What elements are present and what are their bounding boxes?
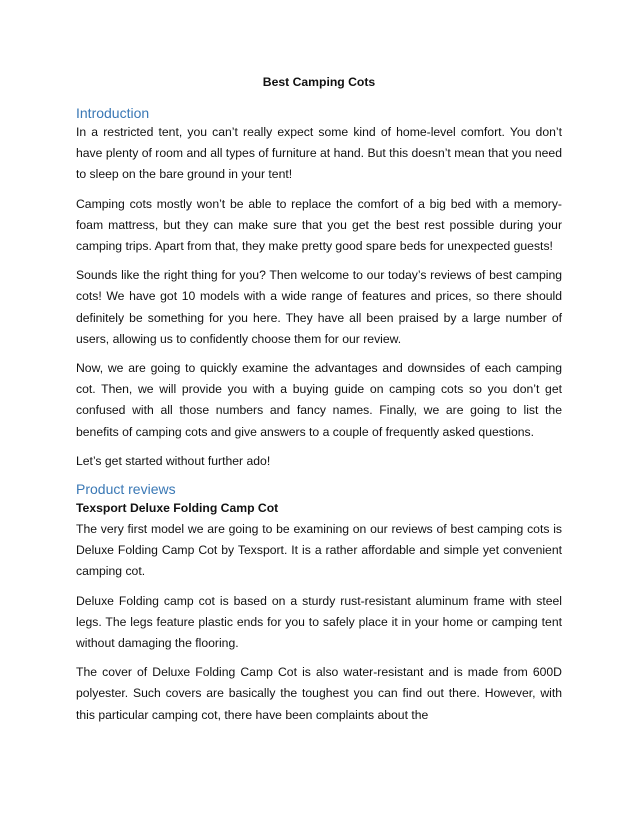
paragraph: The very first model we are going to be examining on our reviews of best camping cots is Deluxe Folding Camp Cot by Texsport. It is a rather affordable and simple yet convenient camping cot. — [76, 522, 562, 579]
section-introduction — [76, 104, 562, 472]
paragraph: In a restricted tent, you can’t really expect some kind of home-level comfort. You don’t have plenty of room and all types of furniture at hand. But this doesn’t mean that you need to sleep on the bare ground in your tent! — [76, 125, 562, 182]
section-heading-product-reviews: Product reviews — [76, 481, 176, 498]
section-heading-introduction: Introduction — [76, 105, 150, 121]
paragraph: Camping cots mostly won’t be able to replace the comfort of a big bed with a memory-foam mattress, but they can make sure that you get the best rest possible during your camping trips. Apart from that, they make pretty good spare beds for unexpected guests! — [76, 196, 562, 254]
section-product-reviews — [76, 480, 562, 726]
paragraph: Sounds like the right thing for you? Then welcome to our today’s reviews of best camping cots! We have got 10 models with a wide range of features and prices, so there should definitely be something for you here. They have all been praised by a large number of users, allowing us to confidently choose them for our review. — [76, 268, 562, 346]
product-title: Texsport Deluxe Folding Camp Cot — [76, 501, 279, 516]
paragraph: Now, we are going to quickly examine the advantages and downsides of each camping cot. Then, we will provide you with a buying guide on camping cots so you don’t get confused with all those numbers and fancy names. Finally, we are going to list the benefits of camping cots and give answers to a couple of frequently asked questions. — [76, 361, 562, 439]
paragraph: The cover of Deluxe Folding Camp Cot is also water-resistant and is made from 600D polyester. Such covers are basically the toughest you can find out there. However, with this particular camping cot, there have been complaints about the — [76, 665, 562, 722]
document-page — [76, 72, 562, 734]
document-title: Best Camping Cots — [262, 75, 376, 89]
paragraph: Let’s get started without further ado! — [76, 453, 271, 468]
paragraph: Deluxe Folding camp cot is based on a sturdy rust-resistant aluminum frame with steel legs. The legs feature plastic ends for you to safely place it in your home or camping tent without damaging the flooring. — [76, 593, 562, 651]
